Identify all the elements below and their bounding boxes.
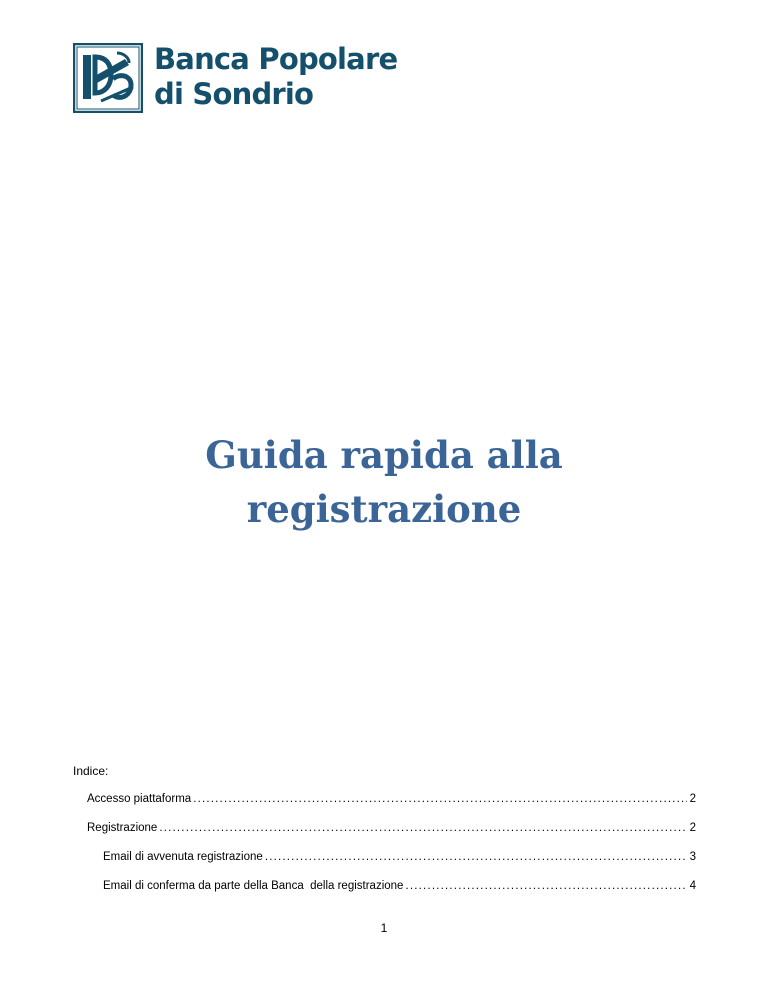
bank-name-line-1: Banca Popolare	[154, 42, 398, 76]
toc-entry-page: 3	[689, 851, 696, 863]
toc-entry-accesso-piattaforma[interactable]	[87, 791, 696, 807]
toc-heading: Indice:	[73, 764, 109, 778]
document-title	[100, 428, 668, 536]
toc-entry-page: 4	[689, 880, 696, 892]
toc-entry-registrazione[interactable]	[87, 820, 696, 836]
toc-leader-dots	[405, 878, 686, 894]
page-number: 1	[380, 921, 388, 935]
document-title-line-2: registrazione	[246, 487, 522, 531]
toc-entry-label: Email di conferma da parte della Banca della registrazione	[103, 880, 404, 892]
toc-leader-dots	[193, 791, 686, 807]
toc-leader-dots	[265, 849, 687, 865]
toc-entry-label: Accesso piattaforma	[87, 793, 192, 805]
toc-entry-email-avvenuta-registrazione[interactable]	[103, 849, 696, 865]
toc-entry-page: 2	[689, 793, 696, 805]
bank-logo	[73, 43, 403, 115]
toc-entry-email-conferma-banca[interactable]	[103, 878, 696, 894]
toc-entry-label: Registrazione	[87, 822, 158, 834]
bank-name	[154, 42, 397, 112]
toc-entry-label: Email di avvenuta registrazione	[103, 851, 263, 863]
toc-leader-dots	[159, 820, 686, 836]
document-title-line-1: Guida rapida alla	[205, 433, 563, 477]
bps-monogram-icon	[73, 43, 143, 113]
bank-name-line-2: di Sondrio	[154, 77, 314, 111]
toc-entry-page: 2	[689, 822, 696, 834]
